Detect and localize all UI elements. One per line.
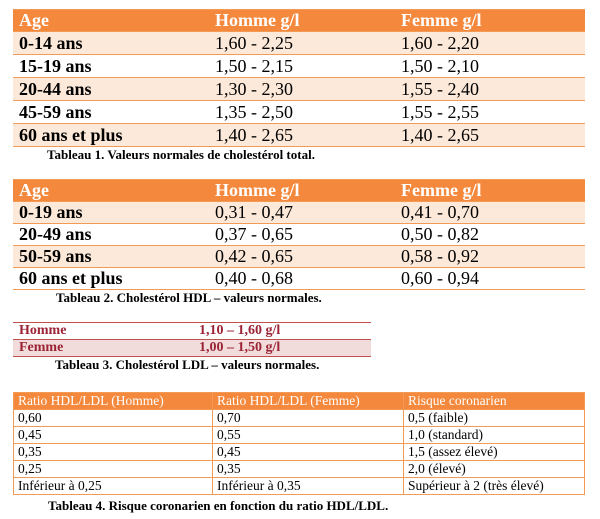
age-cell: 20-49 ans bbox=[13, 224, 203, 246]
table-row bbox=[14, 461, 585, 478]
risque-cell: 0,5 (faible) bbox=[404, 410, 585, 427]
table-row bbox=[13, 202, 585, 224]
femme-cell: 1,60 - 2,20 bbox=[395, 32, 585, 55]
ldl-table bbox=[13, 322, 371, 357]
homme-cell: 0,42 - 0,65 bbox=[203, 246, 395, 268]
ratio-homme-cell: Inférieur à 0,25 bbox=[14, 478, 213, 495]
ratio-homme-cell: 0,25 bbox=[14, 461, 213, 478]
ratio-homme-cell: 0,45 bbox=[14, 427, 213, 444]
homme-cell: 0,37 - 0,65 bbox=[203, 224, 395, 246]
header-femme: Femme g/l bbox=[395, 10, 585, 32]
table-row bbox=[13, 124, 585, 147]
table-row bbox=[13, 340, 371, 357]
ratio-femme-cell: 0,70 bbox=[213, 410, 404, 427]
table-row bbox=[14, 478, 585, 495]
femme-cell: 1,55 - 2,55 bbox=[395, 101, 585, 124]
table-row bbox=[13, 55, 585, 78]
table-row bbox=[13, 78, 585, 101]
table-header-row bbox=[13, 10, 585, 32]
header-ratio-femme: Ratio HDL/LDL (Femme) bbox=[213, 393, 404, 410]
table-row bbox=[13, 323, 371, 340]
table-row bbox=[13, 101, 585, 124]
femme-cell: 0,41 - 0,70 bbox=[395, 202, 585, 224]
sex-cell: Homme bbox=[13, 323, 193, 340]
femme-cell: 1,40 - 2,65 bbox=[395, 124, 585, 147]
ratio-homme-cell: 0,35 bbox=[14, 444, 213, 461]
table4-caption: Tableau 4. Risque coronarien en fonction du ratio HDL/LDL. bbox=[48, 498, 389, 513]
age-cell: 0-14 ans bbox=[13, 32, 203, 55]
table3-caption: Tableau 3. Cholestérol LDL – valeurs normales. bbox=[55, 357, 320, 372]
homme-cell: 0,31 - 0,47 bbox=[203, 202, 395, 224]
header-risque: Risque coronarien bbox=[404, 393, 585, 410]
table-row bbox=[13, 32, 585, 55]
table-header-row bbox=[13, 180, 585, 202]
age-cell: 45-59 ans bbox=[13, 101, 203, 124]
risque-cell: 1,5 (assez élevé) bbox=[404, 444, 585, 461]
risque-cell: Supérieur à 2 (très élevé) bbox=[404, 478, 585, 495]
femme-cell: 0,58 - 0,92 bbox=[395, 246, 585, 268]
table-header-row bbox=[14, 393, 585, 410]
header-age: Age bbox=[13, 180, 203, 202]
homme-cell: 1,30 - 2,30 bbox=[203, 78, 395, 101]
ratio-femme-cell: Inférieur à 0,35 bbox=[213, 478, 404, 495]
femme-cell: 1,55 - 2,40 bbox=[395, 78, 585, 101]
table-row bbox=[14, 444, 585, 461]
table-row bbox=[13, 224, 585, 246]
homme-cell: 1,35 - 2,50 bbox=[203, 101, 395, 124]
sex-cell: Femme bbox=[13, 340, 193, 357]
ratio-femme-cell: 0,45 bbox=[213, 444, 404, 461]
table-row bbox=[14, 427, 585, 444]
header-homme: Homme g/l bbox=[203, 10, 395, 32]
hdl-table bbox=[13, 179, 585, 290]
table2-caption: Tableau 2. Cholestérol HDL – valeurs normales. bbox=[56, 290, 322, 305]
risque-cell: 1,0 (standard) bbox=[404, 427, 585, 444]
table1-caption: Tableau 1. Valeurs normales de cholestérol total. bbox=[47, 147, 315, 162]
homme-cell: 1,40 - 2,65 bbox=[203, 124, 395, 147]
table-row bbox=[14, 410, 585, 427]
table-row bbox=[13, 268, 585, 290]
ratio-risk-table bbox=[13, 392, 585, 495]
femme-cell: 1,50 - 2,10 bbox=[395, 55, 585, 78]
header-homme: Homme g/l bbox=[203, 180, 395, 202]
homme-cell: 1,60 - 2,25 bbox=[203, 32, 395, 55]
age-cell: 60 ans et plus bbox=[13, 268, 203, 290]
ratio-femme-cell: 0,35 bbox=[213, 461, 404, 478]
header-ratio-homme: Ratio HDL/LDL (Homme) bbox=[14, 393, 213, 410]
femme-cell: 0,50 - 0,82 bbox=[395, 224, 585, 246]
homme-cell: 0,40 - 0,68 bbox=[203, 268, 395, 290]
age-cell: 15-19 ans bbox=[13, 55, 203, 78]
age-cell: 60 ans et plus bbox=[13, 124, 203, 147]
table-row bbox=[13, 246, 585, 268]
age-cell: 20-44 ans bbox=[13, 78, 203, 101]
range-cell: 1,00 – 1,50 g/l bbox=[193, 340, 371, 357]
homme-cell: 1,50 - 2,15 bbox=[203, 55, 395, 78]
header-femme: Femme g/l bbox=[395, 180, 585, 202]
risque-cell: 2,0 (élevé) bbox=[404, 461, 585, 478]
range-cell: 1,10 – 1,60 g/l bbox=[193, 323, 371, 340]
age-cell: 0-19 ans bbox=[13, 202, 203, 224]
ratio-homme-cell: 0,60 bbox=[14, 410, 213, 427]
header-age: Age bbox=[13, 10, 203, 32]
age-cell: 50-59 ans bbox=[13, 246, 203, 268]
femme-cell: 0,60 - 0,94 bbox=[395, 268, 585, 290]
ratio-femme-cell: 0,55 bbox=[213, 427, 404, 444]
cholesterol-total-table bbox=[13, 9, 585, 147]
